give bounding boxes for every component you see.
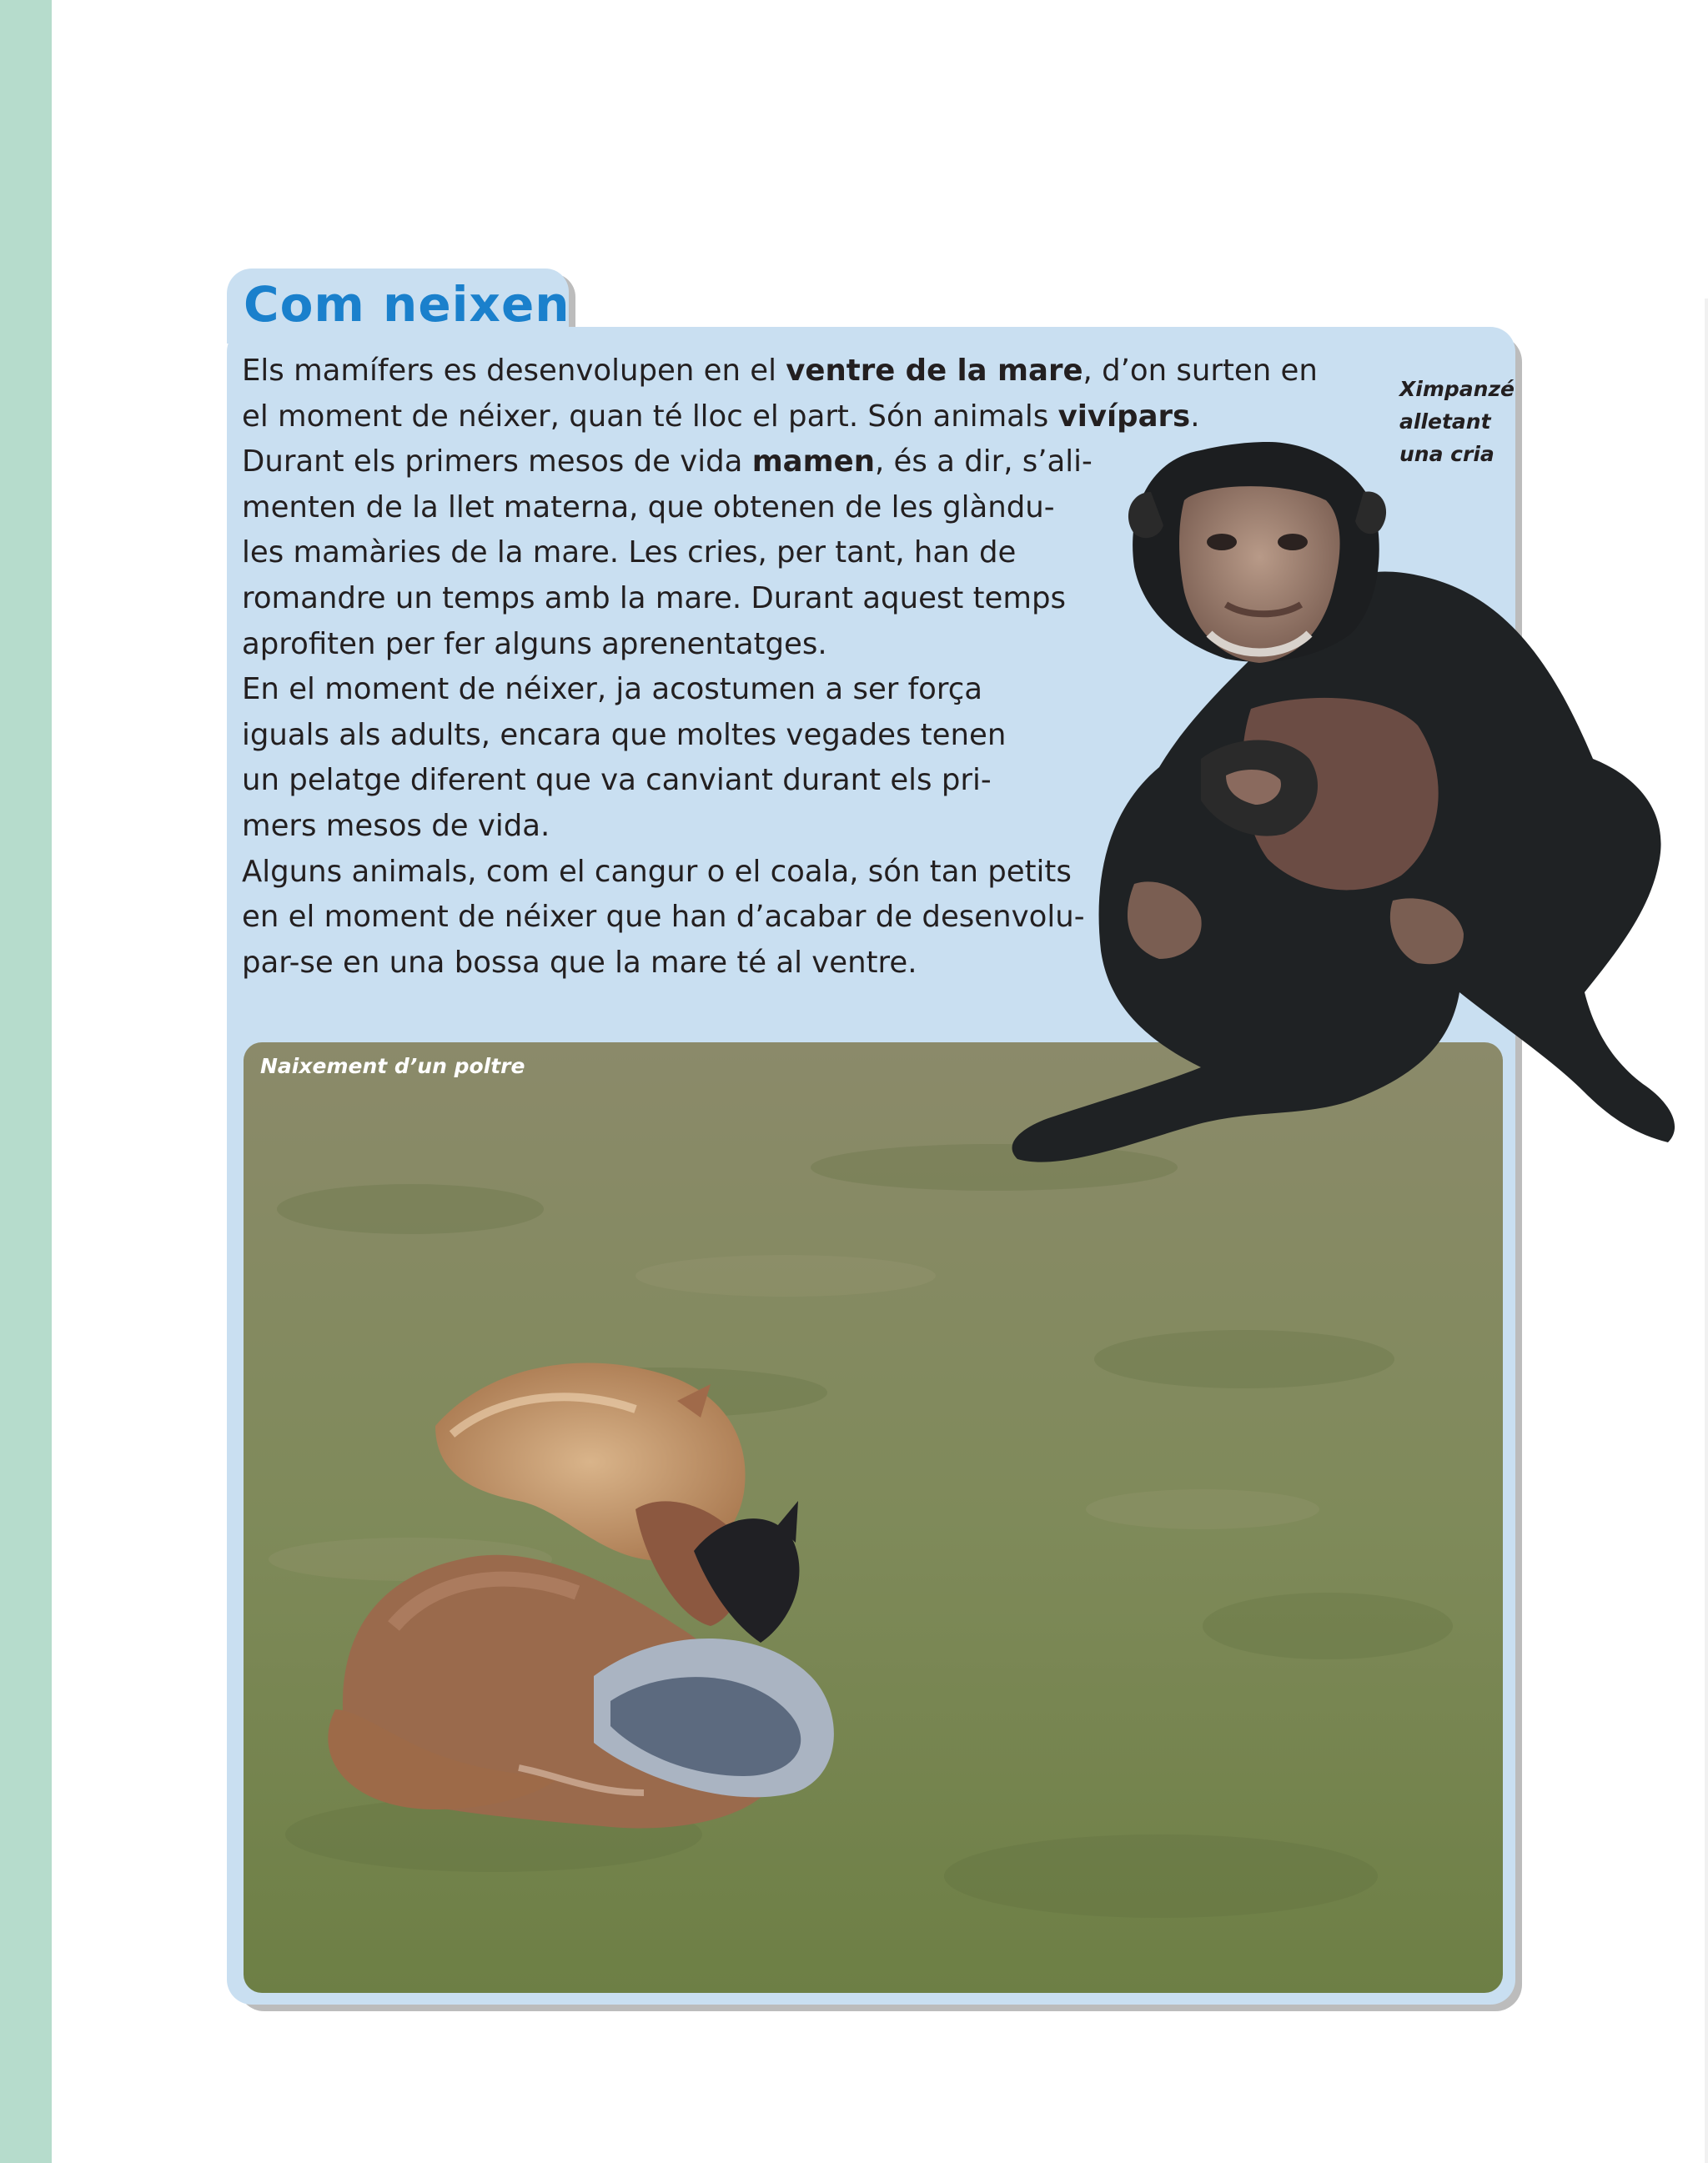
text-line: un pelatge diferent que va canviant durant els pri- bbox=[242, 763, 992, 798]
foal-birth-illustration bbox=[244, 1042, 1503, 1993]
text-line: menten de la llet materna, que obtenen de les glàndu- bbox=[242, 489, 1055, 524]
text-line: Alguns animals, com el cangur o el coala, són tan petits bbox=[242, 854, 1072, 889]
section-title: Com neixen bbox=[244, 276, 570, 333]
side-strip bbox=[0, 0, 52, 2163]
foal-caption: Naixement d’un poltre bbox=[260, 1054, 525, 1078]
text-line: iguals als adults, encara que moltes vegades tenen bbox=[242, 717, 1007, 752]
text-line: romandre un temps amb la mare. Durant aquest temps bbox=[242, 580, 1066, 615]
text-line: par-se en una bossa que la mare té al ventre. bbox=[242, 945, 917, 980]
text-line: En el moment de néixer, ja acostumen a ser força bbox=[242, 672, 982, 707]
text-line: les mamàries de la mare. Les cries, per tant, han de bbox=[242, 535, 1017, 570]
text-line: el moment de néixer, quan té lloc el part. Són animals vivípars. bbox=[242, 399, 1200, 434]
text-line: mers mesos de vida. bbox=[242, 808, 550, 843]
text-line: Durant els primers mesos de vida mamen, és a dir, s’ali- bbox=[242, 444, 1093, 479]
text-line: aprofiten per fer alguns aprenentatges. bbox=[242, 626, 827, 661]
chimp-caption: Ximpanzé alletant una cria bbox=[1399, 377, 1515, 466]
text-line: Els mamífers es desenvolupen en el ventre de la mare, d’on surten en bbox=[242, 354, 1318, 388]
chimpanzee-illustration bbox=[951, 409, 1708, 1184]
text-line: en el moment de néixer que han d’acabar de desenvolu- bbox=[242, 900, 1085, 935]
foal-birth-photo bbox=[244, 1042, 1503, 1993]
